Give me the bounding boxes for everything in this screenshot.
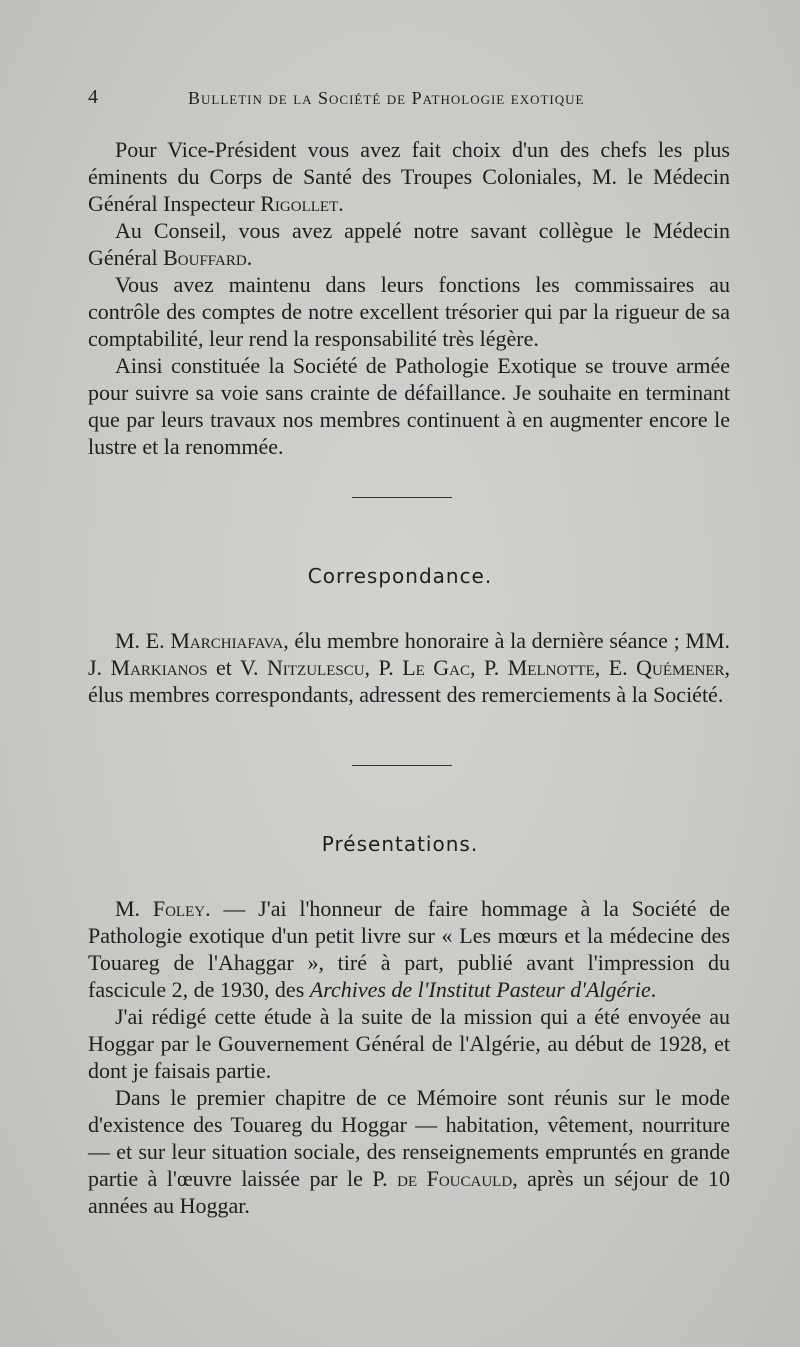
page-header bbox=[88, 86, 728, 116]
paragraph-conclusion: Ainsi constituée la Société de Pathologie Exotique se trouve armée pour suivre sa voie sans crainte de défaillance. Je souhaite en terminant que par leurs travaux nos membres continuent à en augmenter encore le lustre et la renommée. bbox=[88, 353, 730, 459]
name-bouffard: Bouffard bbox=[163, 245, 247, 270]
presentations-text-block bbox=[88, 895, 730, 1219]
name-de-foucauld: de Foucauld bbox=[397, 1166, 513, 1191]
heading-correspondance: Correspondance. bbox=[307, 564, 493, 588]
name-foley: Foley bbox=[152, 896, 206, 921]
paragraph-correspondance: M. E. Marchiafava, élu membre honoraire à la dernière séance ; MM. J. Markianos et V. Nitzulescu, P. Le Gac, P. Melnotte, E. Quémener, élus membres correspondants, adressent des remerciements à la Société. bbox=[88, 628, 731, 707]
journal-title: Archives de l'Institut Pasteur d'Algérie bbox=[309, 977, 651, 1002]
paragraph-foley: M. Foley. — J'ai l'honneur de faire hommage à la Société de Pathologie exotique d'un petit livre sur « Les mœurs et la médecine des Touareg de l'Ahaggar », tiré à part, publié avant l'impression du fascicule 2, de 1930, des Archives de l'Institut Pasteur d'Algérie. bbox=[88, 896, 731, 1002]
page-number: 4 bbox=[88, 86, 99, 108]
paragraph-conseil: Au Conseil, vous avez appelé notre savant collègue le Médecin Général Bouffard. bbox=[88, 218, 730, 270]
section-divider-2 bbox=[352, 765, 452, 766]
correspondance-text-block bbox=[88, 627, 730, 708]
paragraph-chapitre: Dans le premier chapitre de ce Mémoire sont réunis sur le mode d'existence des Touareg du Hoggar — habitation, vêtement, nourriture — et sur leur situation sociale, des renseignements empruntés en grande partie à l'œuvre laissée par le P. de Foucauld, après un séjour de 10 années au Hoggar. bbox=[88, 1085, 731, 1218]
running-title: Bulletin de la Société de Pathologie exotique bbox=[188, 88, 585, 108]
paragraph-vice-president: Pour Vice-Président vous avez fait choix d'un des chefs les plus éminents du Corps de Santé des Troupes Coloniales, M. le Médecin Général Inspecteur Rigollet. bbox=[88, 137, 730, 216]
section-divider-1 bbox=[352, 497, 452, 498]
opening-text-block bbox=[88, 136, 730, 460]
heading-presentations: Présentations. bbox=[321, 832, 479, 856]
paragraph-commissaires: Vous avez maintenu dans leurs fonctions les commissaires au contrôle des comptes de notre excellent trésorier qui par la rigueur de sa comptabilité, leur rend la responsabilité très légère. bbox=[88, 272, 730, 351]
paragraph-mission: J'ai rédigé cette étude à la suite de la mission qui a été envoyée au Hoggar par le Gouvernement Général de l'Algérie, au début de 1928, et dont je faisais partie. bbox=[88, 1004, 730, 1083]
name-rigollet: Rigollet bbox=[260, 191, 339, 216]
